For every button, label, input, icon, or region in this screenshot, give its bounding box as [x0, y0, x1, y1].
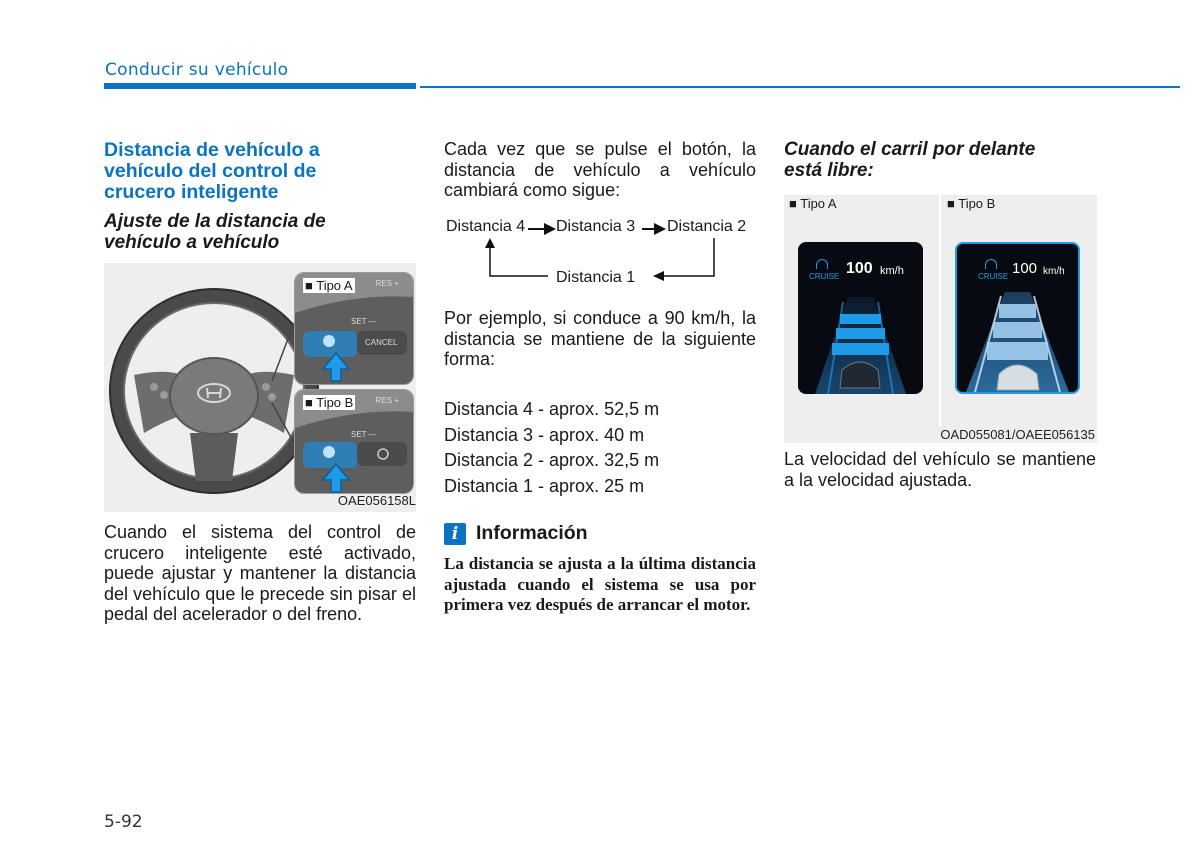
distance-1-label: Distancia 1 — [556, 269, 636, 286]
set-speed: 100 — [846, 260, 873, 277]
distance-list — [444, 397, 756, 499]
list-item: Distancia 3 - aprox. 40 m — [444, 424, 645, 445]
speed-unit: km/h — [1043, 266, 1065, 277]
list-item: Distancia 2 - aprox. 32,5 m — [444, 450, 660, 470]
subsection-title: Ajuste de la distancia de vehículo a vehículo — [104, 211, 326, 253]
res-label: RES + — [375, 279, 399, 288]
intro-paragraph: Cada vez que se pulse el botón, la distancia de vehículo a vehículo cambiará como sigue: — [444, 139, 756, 200]
cruise-icon — [985, 259, 997, 269]
info-text: La distancia se ajusta a la última distancia ajustada cuando el sistema se usa por primera vez después de arrancar el motor. — [444, 554, 756, 614]
right-title: Cuando el carril por delante está libre: — [784, 139, 1036, 181]
distance-2-label: Distancia 2 — [667, 218, 747, 235]
list-item: Distancia 1 - aprox. 25 m — [444, 475, 645, 496]
speed-unit: km/h — [880, 265, 904, 277]
header-rule-thick — [104, 83, 416, 89]
list-item: Distancia 4 - aprox. 52,5 m — [444, 399, 660, 419]
header-rule-thin — [420, 86, 1180, 88]
inset-tipo-a — [294, 272, 414, 385]
cruise-label: CRUISE — [978, 272, 1009, 281]
distance-cycle-diagram — [444, 212, 756, 292]
inset-tipo-b — [294, 389, 414, 494]
cluster-display-tipo-b — [955, 242, 1080, 394]
set-label: SET — — [351, 317, 377, 326]
tipo-b-label: ■ Tipo B — [305, 395, 354, 410]
cluster-display-tipo-a — [798, 242, 923, 394]
distance-4-label: Distancia 4 — [446, 218, 526, 235]
left-body-paragraph: Cuando el sistema del control de crucero inteligente esté activado, puede ajustar y mantener la distancia del vehículo que le precede sin pisar el pedal del acelerador o del freno. — [104, 522, 416, 624]
info-icon: i — [444, 523, 466, 545]
cluster-figure — [784, 195, 1097, 443]
tipo-b-label: ■ Tipo B — [947, 196, 996, 211]
tipo-a-label: ■ Tipo A — [305, 278, 353, 293]
info-header — [444, 522, 588, 545]
right-body-paragraph: La velocidad del vehículo se mantiene a la velocidad ajustada. — [784, 449, 1096, 490]
tipo-a-label: ■ Tipo A — [789, 196, 837, 211]
cruise-icon — [816, 259, 828, 269]
distance-3-label: Distancia 3 — [556, 218, 636, 235]
figure-code: OAE056158L — [337, 493, 416, 508]
running-header: Conducir su vehículo — [105, 60, 289, 80]
cancel-label: CANCEL — [365, 338, 398, 347]
figure-divider — [939, 195, 941, 427]
info-title: Información — [476, 522, 588, 544]
example-paragraph: Por ejemplo, si conduce a 90 km/h, la distancia se mantiene de la siguiente forma: — [444, 308, 756, 369]
set-speed: 100 — [1012, 260, 1038, 277]
section-title: Distancia de vehículo a vehículo del control de crucero inteligente — [104, 139, 320, 203]
res-label-b: RES + — [375, 396, 399, 405]
figure-code: OAD055081/OAEE056135 — [940, 427, 1095, 442]
page-number: 5-92 — [104, 812, 143, 832]
steering-wheel-figure — [104, 263, 416, 512]
cruise-label: CRUISE — [809, 272, 840, 281]
set-label-b: SET — — [351, 430, 377, 439]
